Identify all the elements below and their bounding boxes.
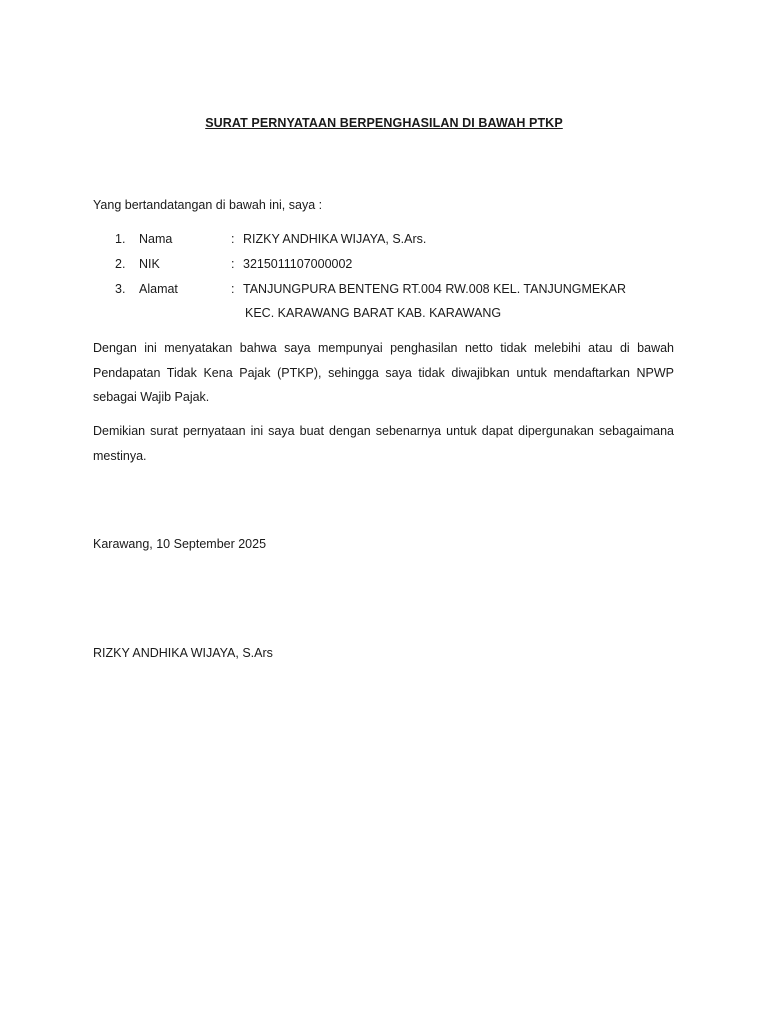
item-colon: : bbox=[231, 282, 235, 296]
closing-paragraph: Demikian surat pernyataan ini saya buat dengan sebenarnya untuk dapat dipergunakan sebagaimana mestinya. bbox=[93, 424, 674, 463]
intro-text: Yang bertandatangan di bawah ini, saya : bbox=[93, 198, 323, 212]
place-and-date: Karawang, 10 September 2025 bbox=[93, 537, 267, 551]
item-row-address bbox=[0, 282, 768, 300]
document-title: SURAT PERNYATAAN BERPENGHASILAN DI BAWAH PTKP bbox=[205, 116, 563, 130]
item-number: 1. bbox=[115, 232, 126, 246]
item-label: Nama bbox=[139, 232, 173, 246]
item-label: NIK bbox=[139, 257, 160, 271]
item-colon: : bbox=[231, 257, 235, 271]
item-value: RIZKY ANDHIKA WIJAYA, S.Ars. bbox=[243, 232, 427, 246]
statement-paragraph: Dengan ini menyatakan bahwa saya mempunyai penghasilan netto tidak melebihi atau di bawah Pendapatan Tidak Kena Pajak (PTKP), sehingga saya tidak diwajibkan untuk mendaftarkan NPWP sebagai Wajib Pajak. bbox=[93, 341, 674, 404]
item-row-address-continuation bbox=[0, 306, 768, 324]
item-label: Alamat bbox=[139, 282, 178, 296]
address-continuation: KEC. KARAWANG BARAT KAB. KARAWANG bbox=[245, 306, 502, 320]
item-row-name bbox=[0, 232, 768, 250]
item-number: 3. bbox=[115, 282, 126, 296]
item-row-nik bbox=[0, 257, 768, 275]
item-number: 2. bbox=[115, 257, 126, 271]
item-value: TANJUNGPURA BENTENG RT.004 RW.008 KEL. TANJUNGMEKAR bbox=[243, 282, 626, 296]
signatory-name: RIZKY ANDHIKA WIJAYA, S.Ars bbox=[93, 646, 273, 660]
item-colon: : bbox=[231, 232, 235, 246]
item-value: 3215011107000002 bbox=[243, 257, 353, 271]
